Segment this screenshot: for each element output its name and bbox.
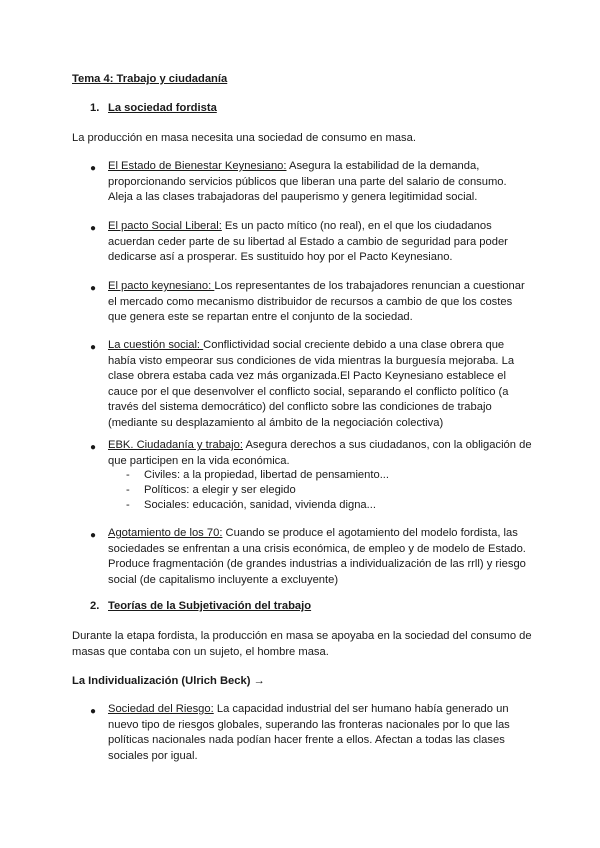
list-item-term: EBK. Ciudadanía y trabajo: xyxy=(108,439,243,451)
page-title: Tema 4: Trabajo y ciudadanía xyxy=(72,73,228,85)
list-item xyxy=(108,702,533,764)
bullet-icon: ● xyxy=(90,442,97,453)
list-item xyxy=(108,219,533,266)
sub-list-item: Sociales: educación, sanidad, vivienda digna... xyxy=(144,499,376,511)
bullet-icon: ● xyxy=(90,223,97,234)
bullet-icon: ● xyxy=(90,530,97,541)
list-item-text: Es un pacto mítico (no real), en el que los ciudadanos acuerdan ceder parte de su libertad al Estado a cambio de seguridad para poder dedicarse así a prosperar. Es sustituido hoy por el Pacto Keynesiano. xyxy=(108,220,508,263)
list-item-text: Cuando se produce el agotamiento del modelo fordista, las sociedades se enfrentan a una crisis económica, de empleo y de modelo de Estado. Produce fragmentación (de grandes industrias a individualización de las rrll) y riesgo social (de capitalismo incluyente a excluyente) xyxy=(108,527,526,586)
sub-list-item: Políticos: a elegir y ser elegido xyxy=(144,484,296,496)
dash-marker: - xyxy=(126,499,130,511)
bullet-icon: ● xyxy=(90,283,97,294)
section-2-heading: Teorías de la Subjetivación del trabajo xyxy=(108,600,312,612)
section-2-subheading: La Individualización (Ulrich Beck) → xyxy=(72,675,265,687)
list-item xyxy=(108,526,533,588)
list-item-term: El pacto Social Liberal: xyxy=(108,220,222,232)
dash-marker: - xyxy=(126,469,130,481)
list-item-text: Asegura la estabilidad de la demanda, proporcionando servicios públicos que liberan una parte del salario de consumo. Aleja a las clases trabajadoras del pauperismo y genera legitimidad social. xyxy=(108,160,507,203)
dash-marker: - xyxy=(126,484,130,496)
list-item xyxy=(108,438,533,469)
list-item-term: Agotamiento de los 70: xyxy=(108,527,223,539)
list-item-text: Asegura derechos a sus ciudadanos, con la obligación de que participen en la vida económica. xyxy=(108,439,532,467)
list-item-text: La capacidad industrial del ser humano había generado un nuevo tipo de riesgos globales, superando las fronteras nacionales por lo que las políticas nacionales nada podían hacer frente a ellos. Afectan a todas las clases sociales por igual. xyxy=(108,703,510,762)
bullet-icon: ● xyxy=(90,706,97,717)
section-1-number: 1. xyxy=(90,102,100,114)
bullet-icon: ● xyxy=(90,163,97,174)
section-1-intro: La producción en masa necesita una sociedad de consumo en masa. xyxy=(72,132,416,144)
list-item-term: Sociedad del Riesgo: xyxy=(108,703,214,715)
list-item-text: Conflictividad social creciente debido a una clase obrera que había visto empeorar sus condiciones de vida mientras la burguesía mejoraba. La clase obrera estaba cada vez más organizada.El Pacto Keynesiano establece el cauce por el que desenvolver el conflicto social, separando el conflicto político (a través del sistema democrático) del conflicto sobre las condiciones de trabajo (mediante su desplazamiento al ámbito de la negociación colectiva) xyxy=(108,339,515,429)
list-item xyxy=(108,338,533,431)
section-2-number: 2. xyxy=(90,600,100,612)
list-item-text: Los representantes de los trabajadores renuncian a cuestionar el mercado como mecanismo distribuidor de recursos a cambio de que los costes que genera este se repartan entre el conjunto de la sociedad. xyxy=(108,280,525,323)
list-item-term: El Estado de Bienestar Keynesiano: xyxy=(108,160,287,172)
list-item-term: La cuestión social: xyxy=(108,339,204,351)
bullet-icon: ● xyxy=(90,342,97,353)
list-item xyxy=(108,159,533,206)
sub-list-item: Civiles: a la propiedad, libertad de pensamiento... xyxy=(144,469,390,481)
list-item xyxy=(108,279,533,326)
section-2-intro: Durante la etapa fordista, la producción en masa se apoyaba en la sociedad del consumo de masas que contaba con un sujeto, el hombre masa. xyxy=(72,630,532,658)
section-1-heading: La sociedad fordista xyxy=(108,102,217,114)
list-item-term: El pacto keynesiano: xyxy=(108,280,215,292)
